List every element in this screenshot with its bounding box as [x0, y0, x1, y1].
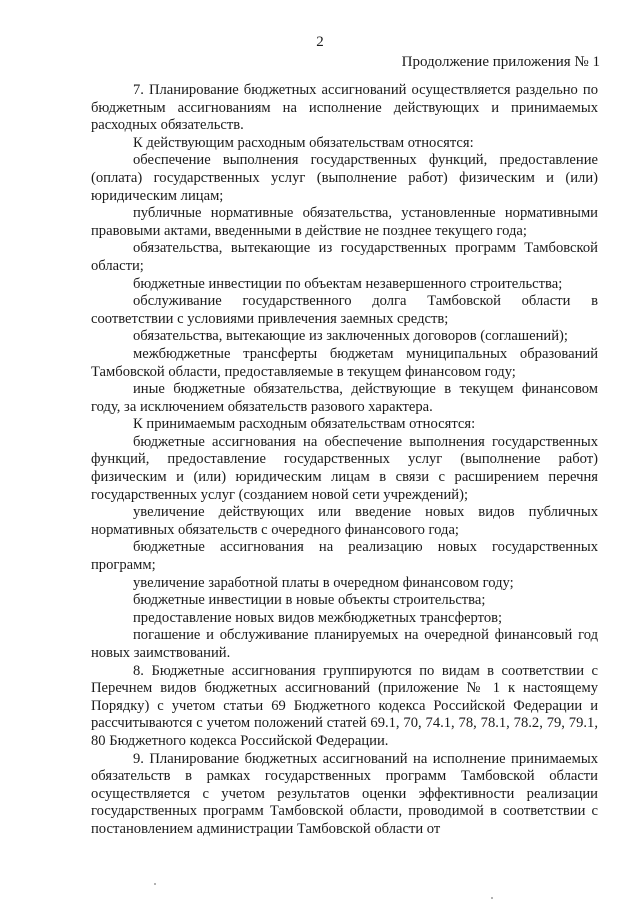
list-item: обеспечение выполнения государственных функций, предоставление (оплата) государственных услуг (выполнение работ) физическим и (или) юридическим лицам;: [91, 152, 598, 204]
list-item: погашение и обслуживание планируемых на очередной финансовый год новых заимствований.: [91, 627, 598, 661]
list-item: увеличение заработной платы в очередном финансовом году;: [133, 574, 514, 591]
list-item: обязательства, вытекающие из заключенных договоров (соглашений);: [133, 328, 568, 345]
list-item: предоставление новых видов межбюджетных трансфертов;: [133, 609, 503, 626]
list-item: публичные нормативные обязательства, установленные нормативными правовыми актами, введенными в действие не позднее текущего года;: [91, 205, 598, 239]
list-item: увеличение действующих или введение новых видов публичных нормативных обязательств с очередного финансового года;: [91, 504, 598, 538]
paragraph-7: 7. Планирование бюджетных ассигнований осуществляется раздельно по бюджетным ассигнованиям на исполнение действующих и принимаемых расходных обязательств.: [91, 82, 598, 134]
document-body: [91, 82, 598, 839]
list-item: бюджетные инвестиции по объектам незавершенного строительства;: [133, 275, 563, 292]
scan-speck: [154, 883, 156, 885]
paragraph-8: 8. Бюджетные ассигнования группируются по видам в соответствии с Перечнем видов бюджетных ассигнований (приложение № 1 к настоящему Порядку) с учетом статьи 69 Бюджетного кодекса Российской Федерации и рассчитываются с учетом положений статей 69.1, 70, 74.1, 78, 78.1, 78.2, 79, 79.1, 80 Бюджетного кодекса Российской Федерации.: [91, 662, 598, 749]
paragraph-current-obligations-intro: К действующим расходным обязательствам относятся:: [133, 134, 474, 151]
appendix-continuation-note: Продолжение приложения № 1: [401, 54, 600, 70]
paragraph-new-obligations-intro: К принимаемым расходным обязательствам относятся:: [133, 416, 476, 433]
list-item: бюджетные ассигнования на обеспечение выполнения государственных функций, предоставление государственных услуг (выполнение работ) физическим и (или) юридическим лицам в связи с расширением перечня государственных услуг (созданием новой сети учреждений);: [91, 433, 598, 503]
list-item: иные бюджетные обязательства, действующие в текущем финансовом году, за исключением обязательств разового характера.: [91, 381, 598, 415]
list-item: межбюджетные трансферты бюджетам муниципальных образований Тамбовской области, предоставляемые в текущем финансовом году;: [91, 345, 598, 380]
list-item: бюджетные ассигнования на реализацию новых государственных программ;: [91, 539, 598, 574]
list-item: обязательства, вытекающие из государственных программ Тамбовской области;: [91, 240, 598, 274]
page-number: 2: [316, 34, 324, 50]
list-item: обслуживание государственного долга Тамбовской области в соответствии с условиями привлечения заемных средств;: [91, 293, 598, 327]
scan-speck: [491, 897, 493, 899]
list-item: бюджетные инвестиции в новые объекты строительства;: [133, 592, 486, 609]
paragraph-9: 9. Планирование бюджетных ассигнований на исполнение принимаемых обязательств в рамках государственных программ Тамбовской области осуществляется с учетом результатов оценки эффективности реализации государственных программ Тамбовской области, проводимой в соответствии с постановлением администрации Тамбовской области от: [91, 750, 598, 837]
